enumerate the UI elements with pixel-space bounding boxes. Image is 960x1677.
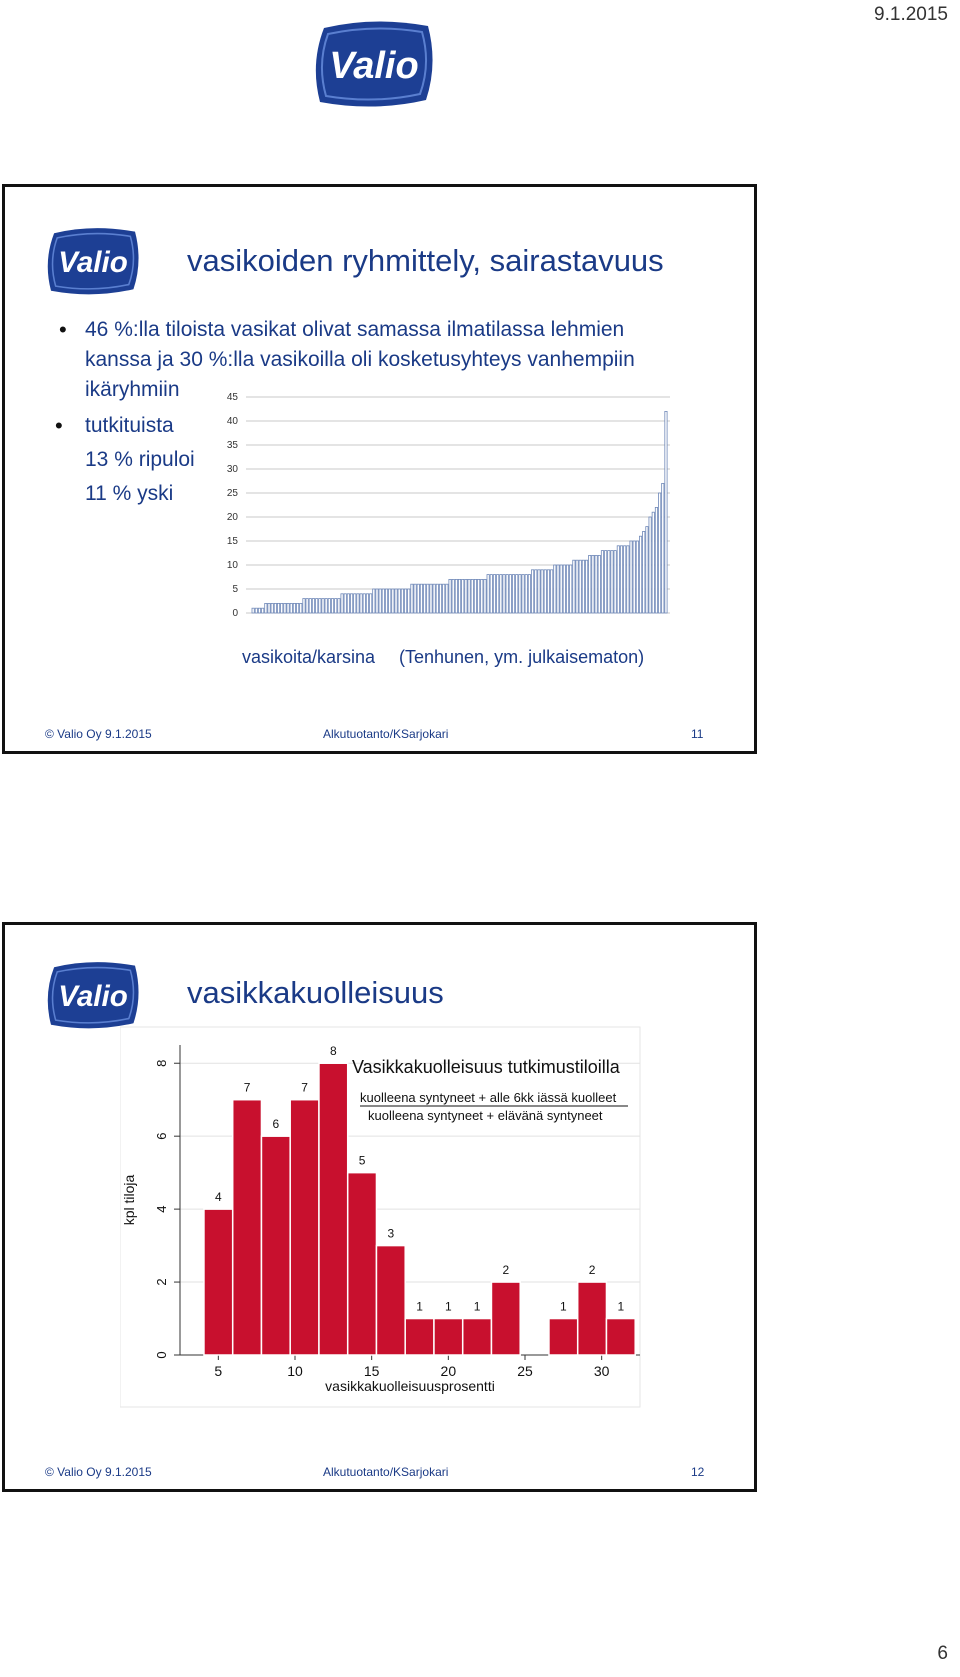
bar [414,584,416,613]
bar [405,1319,434,1355]
bar [331,599,333,613]
bar [325,599,327,613]
bar [639,536,641,613]
bar [662,483,664,613]
bar [608,551,610,613]
y-tick-label: 0 [232,608,238,619]
x-axis-label: vasikkakuolleisuusprosentti [325,1378,495,1394]
bar [614,551,616,613]
bar-value-label: 1 [473,1299,481,1314]
bar [369,594,371,613]
bar [503,575,505,613]
bar [284,603,286,613]
bar [261,1136,290,1355]
bar [585,560,587,613]
bar [436,584,438,613]
bar-value-label: 5 [358,1153,366,1168]
bar-value-label: 2 [502,1263,510,1278]
sub-item: 13 % ripuloi [85,448,195,471]
slide-title: vasikkakuolleisuus [187,975,444,1010]
bar [303,599,305,613]
bar [281,603,283,613]
bar [665,411,667,613]
bar [636,541,638,613]
bar [252,608,254,613]
bar [477,579,479,613]
bullet-icon: • [59,317,67,342]
slide-title: vasikoiden ryhmittely, sairastavuus [187,243,664,278]
bar [290,603,292,613]
bar [490,575,492,613]
bar [455,579,457,613]
y-tick-label: 45 [226,392,238,403]
footer-slide-number: 11 [691,727,704,741]
bar [277,603,279,613]
x-tick-label: 25 [517,1363,533,1379]
bar [296,603,298,613]
bar [487,575,489,613]
x-tick-label: 10 [287,1363,303,1379]
bar [262,608,264,613]
bar [604,551,606,613]
mortality-histogram [120,1025,680,1425]
y-tick-label: 25 [226,488,238,499]
bar [506,575,508,613]
bar [373,589,375,613]
bar [627,546,629,613]
bar [350,594,352,613]
bar [271,603,273,613]
bar [493,575,495,613]
bullet-item [55,411,195,509]
bar [258,608,260,613]
chart-subtitle-numerator: kuolleena syntyneet + alle 6kk iässä kuolleet [360,1090,617,1105]
chart-caption-x: vasikoita/karsina [242,647,376,667]
bar [462,579,464,613]
bar [347,594,349,613]
bar [620,546,622,613]
bar [646,527,648,613]
bar [547,570,549,613]
logo-text: Valio [329,45,419,87]
bar [491,1282,520,1355]
bar [427,584,429,613]
valio-logo-slide1 [43,227,143,297]
bar [233,1100,262,1355]
bar [408,589,410,613]
bar [528,575,530,613]
bar [630,541,632,613]
bar [531,570,533,613]
bar [589,555,591,613]
bar [404,589,406,613]
bar [443,584,445,613]
slide-1 [2,184,757,754]
bar [322,599,324,613]
bar-value-label: 7 [301,1080,308,1095]
footer-copyright: © Valio Oy 9.1.2015 [45,727,152,741]
bar [563,565,565,613]
bar [417,584,419,613]
bar [592,555,594,613]
footer-department: Alkutuotanto/KSarjokari [323,1465,449,1479]
bullet-text: tutkituista [85,414,174,437]
bar [516,575,518,613]
pen-size-chart [220,387,680,627]
bar [439,584,441,613]
x-tick-label: 30 [593,1363,610,1379]
bullet-text: 46 %:lla tiloista vasikat olivat samassa ilmatilassa lehmien kanssa ja 30 %:lla vasikoilla oli kosketusyhteys vanhempiin ikäryhmiin [85,318,635,401]
y-tick-label: 8 [154,1059,169,1067]
bar-value-label: 1 [559,1299,567,1314]
bar-value-label: 7 [243,1080,251,1095]
bar [606,1319,635,1355]
bar [576,560,578,613]
bar [338,599,340,613]
bar [551,570,553,613]
bar [446,584,448,613]
chart-subtitle-denominator: kuolleena syntyneet + elävänä syntyneet [368,1108,603,1123]
bar [582,560,584,613]
bar [316,599,318,613]
bar-value-label: 4 [214,1190,222,1205]
bar [617,546,619,613]
bar [376,1246,405,1355]
y-tick-label: 20 [226,512,238,523]
y-tick-label: 0 [154,1351,169,1359]
footer-slide-number: 12 [691,1465,705,1479]
bar [389,589,391,613]
bar [452,579,454,613]
logo-text: Valio [58,246,128,280]
bar [300,603,302,613]
y-tick-label: 4 [154,1205,169,1213]
page-number: 6 [937,1643,948,1664]
y-tick-label: 2 [154,1278,169,1286]
bar [401,589,403,613]
bar [268,603,270,613]
bar [319,1063,348,1355]
bar [471,579,473,613]
y-tick-label: 6 [154,1132,169,1140]
footer-copyright: © Valio Oy 9.1.2015 [45,1465,152,1479]
bar [465,579,467,613]
bullet-icon: • [55,413,63,438]
y-axis-label: kpl tiloja [121,1174,137,1226]
bar-value-label: 1 [416,1299,423,1314]
bar [335,599,337,613]
bar [458,579,460,613]
bar [655,507,657,613]
bar [544,570,546,613]
bar [348,1173,377,1355]
bar [570,565,572,613]
bar [306,599,308,613]
bar [312,599,314,613]
y-tick-label: 5 [232,584,238,595]
bar [549,1319,578,1355]
bar-value-label: 8 [329,1044,337,1059]
bar [611,551,613,613]
bar [328,599,330,613]
bar [420,584,422,613]
bar [652,512,654,613]
bar [519,575,521,613]
x-tick-label: 15 [363,1363,380,1379]
bar [643,531,645,613]
bar [468,579,470,613]
bar [512,575,514,613]
bar [463,1319,492,1355]
bar [430,584,432,613]
footer-department: Alkutuotanto/KSarjokari [323,727,449,741]
bar [309,599,311,613]
chart-title: Vasikkakuolleisuus tutkimustiloilla [352,1057,620,1077]
bar-value-label: 3 [387,1226,395,1241]
bar [293,603,295,613]
bar [578,1282,607,1355]
bar [287,603,289,613]
bar [341,594,343,613]
page-date: 9.1.2015 [874,4,948,25]
bar [538,570,540,613]
bar [411,584,413,613]
slide-2 [2,922,757,1492]
bar [382,589,384,613]
y-tick-label: 30 [226,464,238,475]
bar [366,594,368,613]
bar [633,541,635,613]
bar [344,594,346,613]
y-tick-label: 10 [226,560,238,571]
bar [541,570,543,613]
bar [522,575,524,613]
y-tick-label: 40 [226,416,238,427]
bar [557,565,559,613]
bar [433,584,435,613]
bar-value-label: 1 [617,1299,625,1314]
bar [357,594,359,613]
bar [566,565,568,613]
valio-logo-top [310,20,438,110]
bar-value-label: 2 [588,1263,596,1278]
bar [204,1209,233,1355]
bar [573,560,575,613]
bar [265,603,267,613]
bar [509,575,511,613]
bar [601,551,603,613]
bar [525,575,527,613]
bar [434,1319,463,1355]
x-tick-label: 20 [440,1363,457,1379]
bar [624,546,626,613]
bar [392,589,394,613]
sub-item: 11 % yski [85,482,174,505]
valio-logo-slide2 [43,961,143,1031]
bar [274,603,276,613]
bar [497,575,499,613]
bar [658,493,660,613]
bar [449,579,451,613]
bar [360,594,362,613]
logo-text: Valio [58,980,128,1014]
bar [554,565,556,613]
bar [385,589,387,613]
bar [474,579,476,613]
bar [595,555,597,613]
bar [379,589,381,613]
bar [376,589,378,613]
bar-value-label: 1 [444,1299,452,1314]
bar [363,594,365,613]
bar [535,570,537,613]
bar [319,599,321,613]
bar [579,560,581,613]
bar [423,584,425,613]
bar [484,579,486,613]
y-tick-label: 15 [226,536,238,547]
bar [354,594,356,613]
y-tick-label: 35 [226,440,238,451]
bar-value-label: 6 [272,1117,280,1132]
bar [598,555,600,613]
bar [500,575,502,613]
x-tick-label: 5 [214,1363,223,1379]
bar [481,579,483,613]
bar [290,1100,319,1355]
bar [398,589,400,613]
bar [560,565,562,613]
bar [395,589,397,613]
bar [255,608,257,613]
bar [649,517,651,613]
chart-caption-source: (Tenhunen, ym. julkaisematon) [399,647,645,667]
